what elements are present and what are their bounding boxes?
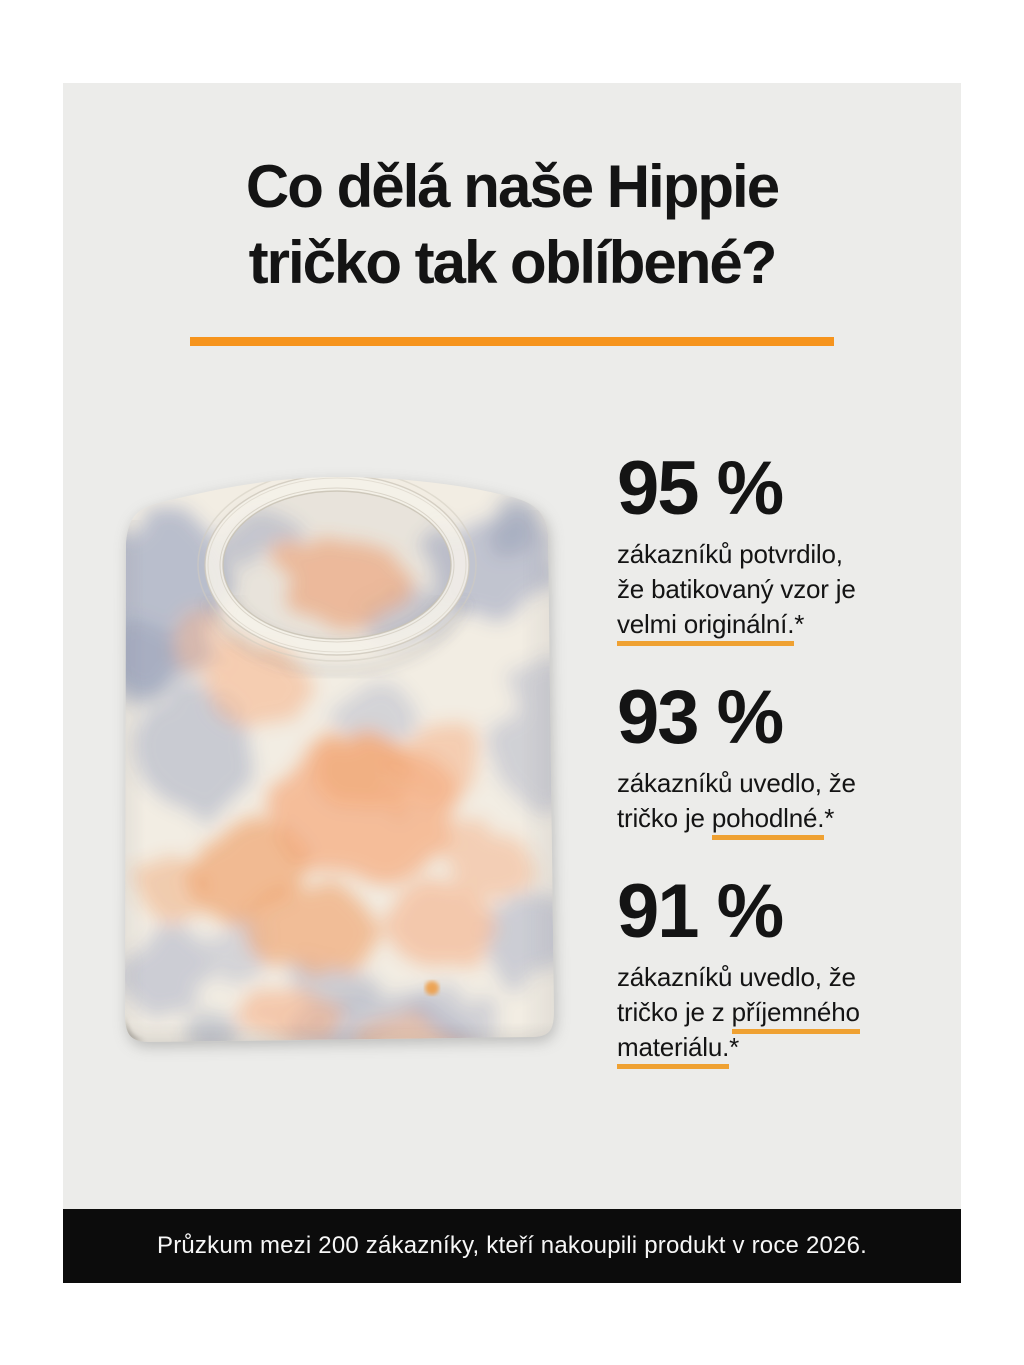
- underlined-phrase: pohodlné.: [712, 803, 824, 840]
- stat-value-93: 93 %: [617, 675, 783, 760]
- title-line-2: tričko tak oblíbené?: [248, 229, 776, 296]
- stat-line: zákazníků uvedlo, že: [617, 962, 856, 992]
- stat-text-93: [617, 766, 937, 836]
- stat-line: že batikovaný vzor je: [617, 574, 856, 604]
- stat-line: [617, 995, 937, 1030]
- stat-block-95: [617, 446, 937, 642]
- stats-column: [617, 446, 937, 1065]
- stat-value-95: 95 %: [617, 446, 783, 531]
- footer-note: Průzkum mezi 200 zákazníky, kteří nakoupili produkt v roce 2026.: [156, 1232, 868, 1259]
- stat-line-prefix: tričko je z: [617, 997, 732, 1027]
- underlined-phrase: velmi originální.: [617, 609, 794, 646]
- stat-line: zákazníků uvedlo, že: [617, 768, 856, 798]
- accent-divider: [190, 337, 834, 346]
- footer-bar: [63, 1209, 961, 1283]
- stat-block-93: [617, 675, 937, 836]
- infographic-poster: [63, 83, 961, 1283]
- stat-line: [617, 1030, 937, 1065]
- footnote-asterisk: *: [794, 609, 805, 639]
- stat-line: zákazníků potvrdilo,: [617, 539, 843, 569]
- stat-block-91: [617, 869, 937, 1065]
- underlined-phrase: příjemného: [732, 997, 860, 1034]
- stat-line: [617, 801, 937, 836]
- stat-line: [617, 607, 937, 642]
- stat-text-95: [617, 537, 937, 642]
- footnote-asterisk: *: [729, 1032, 740, 1062]
- footnote-asterisk: *: [824, 803, 835, 833]
- poster-title: [63, 149, 961, 301]
- stat-text-91: [617, 960, 937, 1065]
- stat-value-91: 91 %: [617, 869, 783, 954]
- tie-dye-tshirt-image: [110, 470, 557, 1054]
- stat-line-prefix: tričko je: [617, 803, 712, 833]
- title-line-1: Co dělá naše Hippie: [245, 153, 779, 220]
- tshirt-photo: [110, 470, 557, 1054]
- underlined-phrase: materiálu.: [617, 1032, 729, 1069]
